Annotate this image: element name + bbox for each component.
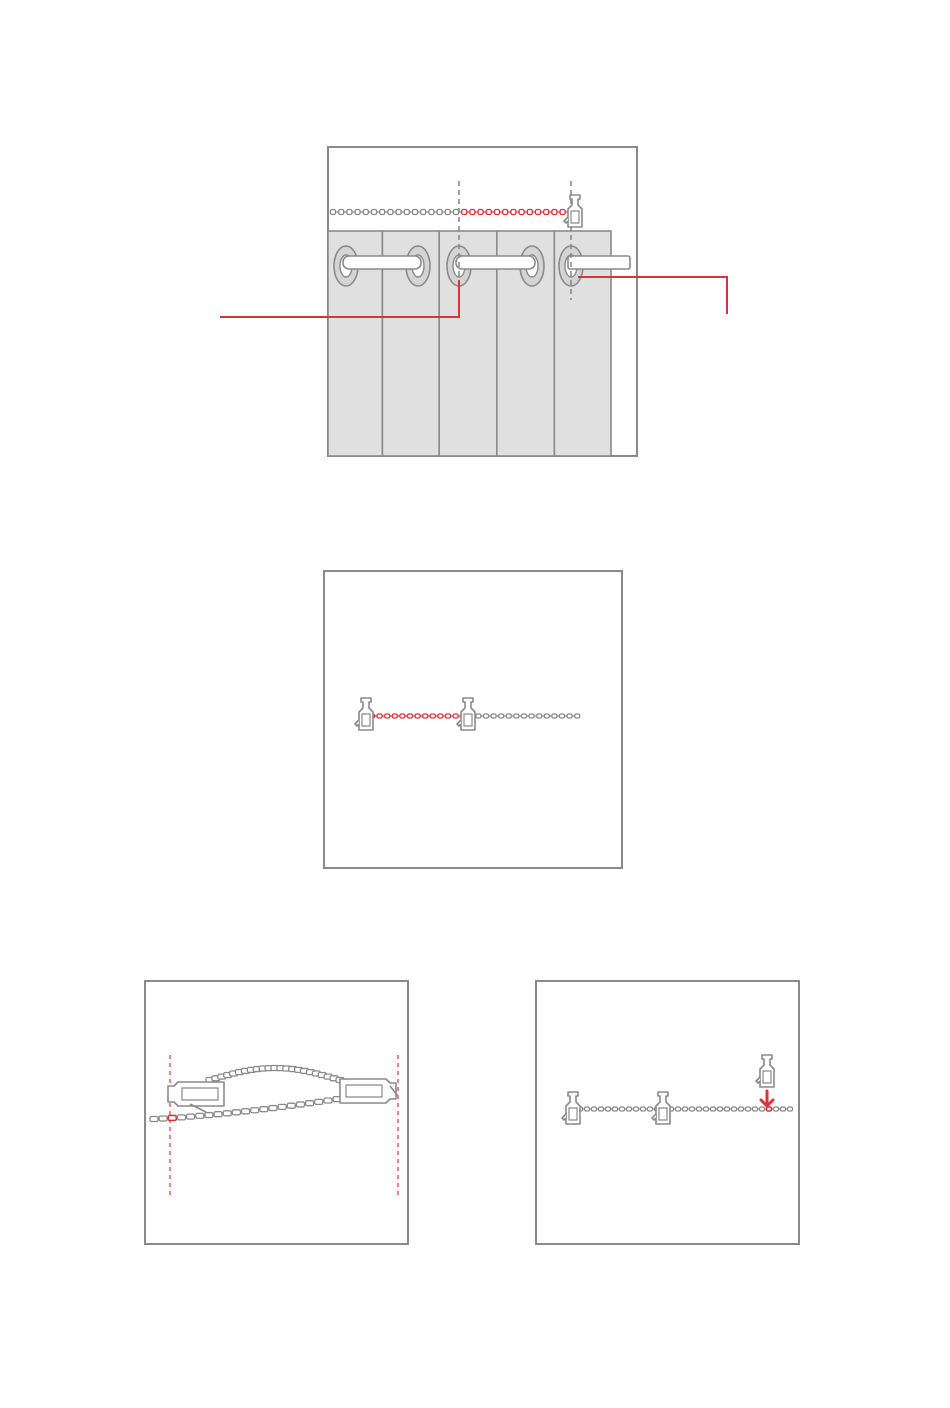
chain-bead: [423, 714, 428, 718]
chain-bead: [536, 210, 541, 215]
chain-bead: [429, 210, 434, 215]
curtain-rod-segment: [456, 256, 535, 269]
chain-bead: [445, 210, 450, 215]
chain-bead: [324, 1098, 332, 1103]
chain-bead: [363, 210, 368, 215]
chain-bead: [260, 1107, 268, 1112]
chain-bead: [251, 1108, 259, 1113]
chain-bead: [278, 1104, 286, 1109]
figure-chain-loop: [145, 981, 408, 1244]
chain-bead: [527, 210, 532, 215]
chain-bead: [499, 714, 504, 718]
chain-bead: [150, 1117, 158, 1122]
chain-bead: [648, 1107, 653, 1111]
chain-bead: [732, 1107, 737, 1111]
chain-bead: [760, 1107, 765, 1111]
chain-bead: [683, 1107, 688, 1111]
curtain-rods: [343, 256, 630, 269]
chain-bead: [385, 714, 390, 718]
chain-bead: [470, 210, 475, 215]
chain-bead: [331, 210, 336, 215]
chain-bead: [767, 1107, 772, 1111]
chain-bead: [514, 714, 519, 718]
chain-bead: [430, 714, 435, 718]
chain-bead: [377, 714, 382, 718]
chain-bead: [529, 714, 534, 718]
chain-bead: [438, 714, 443, 718]
chain-bead: [506, 714, 511, 718]
chain-bead: [287, 1103, 295, 1108]
chain-bead: [537, 714, 542, 718]
chain-bead: [396, 210, 401, 215]
chain-bead: [355, 210, 360, 215]
chain-bead: [478, 210, 483, 215]
chain-bead: [774, 1107, 779, 1111]
chain-bead: [242, 1109, 250, 1114]
chain-bead: [177, 1115, 185, 1120]
chain-bead: [223, 1111, 231, 1116]
bead-chain: [578, 1107, 793, 1111]
chain-bead: [187, 1114, 195, 1119]
chain-bead: [544, 210, 549, 215]
chain-bead: [522, 714, 527, 718]
chain-bead: [404, 210, 409, 215]
figure-attach-clip: [536, 981, 799, 1244]
chain-bead: [634, 1107, 639, 1111]
chain-bead: [519, 210, 524, 215]
chain-bead: [454, 210, 459, 215]
chain-bead: [168, 1115, 176, 1120]
chain-bead: [296, 1102, 304, 1107]
chain-bead: [676, 1107, 681, 1111]
bead-chain: [331, 210, 582, 215]
chain-bead: [711, 1107, 716, 1111]
chain-bead: [415, 714, 420, 718]
chain-clip-icon: [168, 1082, 224, 1106]
curtain-rod-end: [568, 256, 630, 269]
chain-bead: [486, 210, 491, 215]
chain-bead: [347, 210, 352, 215]
chain-clip-icon: [340, 1079, 396, 1103]
chain-bead: [159, 1116, 167, 1121]
chain-bead: [552, 714, 557, 718]
chain-bead: [462, 210, 467, 215]
chain-bead: [753, 1107, 758, 1111]
chain-bead: [503, 210, 508, 215]
figure-frame: [145, 981, 408, 1244]
curtain-rod-segment: [343, 256, 421, 269]
chain-bead: [232, 1110, 240, 1115]
figure-curtain-panels: [220, 147, 727, 456]
chain-bead: [690, 1107, 695, 1111]
chain-bead: [339, 210, 344, 215]
chain-bead: [585, 1107, 590, 1111]
chain-bead: [269, 1106, 277, 1111]
chain-bead: [306, 1101, 314, 1106]
chain-bead: [372, 210, 377, 215]
chain-bead: [641, 1107, 646, 1111]
figure-chain-two-clips: [324, 571, 622, 868]
chain-bead: [613, 1107, 618, 1111]
chain-bead: [315, 1099, 323, 1104]
chain-bead: [196, 1113, 204, 1118]
chain-bead: [400, 714, 405, 718]
chain-bead: [484, 714, 489, 718]
chain-bead: [592, 1107, 597, 1111]
chain-bead: [725, 1107, 730, 1111]
chain-bead: [437, 210, 442, 215]
chain-bead: [453, 714, 458, 718]
chain-bead: [495, 210, 500, 215]
chain-bead: [205, 1113, 213, 1118]
chain-bead: [421, 210, 426, 215]
chain-bead: [511, 210, 516, 215]
chain-bead: [476, 714, 481, 718]
chain-bead: [781, 1107, 786, 1111]
chain-bead: [620, 1107, 625, 1111]
chain-bead: [560, 714, 565, 718]
chain-bead: [388, 210, 393, 215]
chain-bead: [380, 210, 385, 215]
chain-bead: [746, 1107, 751, 1111]
chain-bead: [697, 1107, 702, 1111]
chain-bead: [567, 714, 572, 718]
chain-bead: [214, 1112, 222, 1117]
chain-bead: [446, 714, 451, 718]
chain-bead: [575, 714, 580, 718]
chain-bead: [788, 1107, 793, 1111]
chain-bead: [413, 210, 418, 215]
chain-bead: [491, 714, 496, 718]
chain-bead: [627, 1107, 632, 1111]
chain-bead: [599, 1107, 604, 1111]
chain-bead: [606, 1107, 611, 1111]
chain-bead: [544, 714, 549, 718]
chain-bead: [408, 714, 413, 718]
chain-bead: [718, 1107, 723, 1111]
chain-bead: [392, 714, 397, 718]
chain-bead: [739, 1107, 744, 1111]
chain-bead: [560, 210, 565, 215]
chain-bead: [704, 1107, 709, 1111]
chain-bead: [552, 210, 557, 215]
